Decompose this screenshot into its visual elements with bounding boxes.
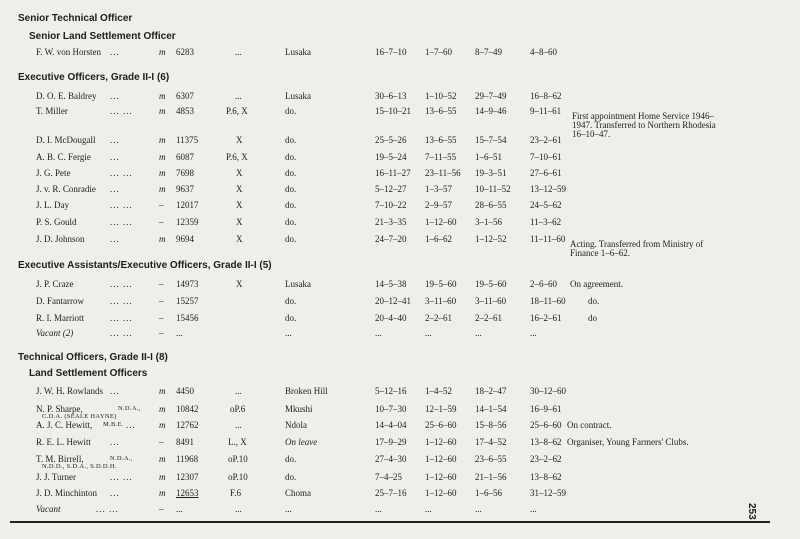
date-leave: 18–11–60 bbox=[530, 296, 566, 306]
qualification: oP.10 bbox=[228, 472, 248, 482]
officer-name: F. W. von Horsten bbox=[36, 47, 102, 57]
date-of-birth: 10–7–30 bbox=[375, 404, 407, 414]
date-appointment: 1–6–62 bbox=[425, 234, 452, 244]
date-of-birth: 24–7–20 bbox=[375, 234, 407, 244]
sex: m bbox=[159, 168, 166, 178]
section-heading: Executive Assistants/Executive Officers, Grade II-I (5) bbox=[18, 260, 272, 271]
remark-line: First appointment Home Service 1946– bbox=[572, 111, 714, 121]
officer-name: J. D. Minchinton bbox=[36, 488, 98, 498]
qualification: L., X bbox=[228, 437, 247, 447]
file-number: ... bbox=[176, 504, 183, 514]
date-appointment: 19–5–60 bbox=[425, 279, 457, 289]
sex: – bbox=[159, 217, 164, 227]
file-number: 9694 bbox=[176, 234, 194, 244]
officer-qualification: N.D.A., bbox=[110, 455, 133, 462]
file-number: 6283 bbox=[176, 47, 194, 57]
date-first-appointment: ... bbox=[475, 504, 482, 514]
station: Ndola bbox=[285, 420, 307, 430]
date-leave: 16–2–61 bbox=[530, 313, 562, 323]
qualification: X bbox=[236, 168, 243, 178]
officer-name: D. Fantarrow bbox=[36, 296, 84, 306]
leader-dots: ... bbox=[110, 91, 120, 101]
remark-line: Finance 1–6–62. bbox=[570, 248, 630, 258]
officer-name: Vacant bbox=[36, 504, 61, 514]
date-first-appointment: 23–6–55 bbox=[475, 454, 507, 464]
station: Mkushi bbox=[285, 404, 313, 414]
remarks: On agreement. bbox=[570, 279, 623, 289]
date-of-birth: 17–9–29 bbox=[375, 437, 407, 447]
leader-dots: ... ... bbox=[96, 504, 119, 514]
date-appointment: 23–11–56 bbox=[425, 168, 461, 178]
date-leave: ... bbox=[530, 328, 537, 338]
table-row bbox=[0, 200, 800, 214]
qualification: ... bbox=[235, 386, 242, 396]
date-first-appointment: 17–4–52 bbox=[475, 437, 507, 447]
date-appointment: 25–6–60 bbox=[425, 420, 457, 430]
officer-name: J. L. Day bbox=[36, 200, 69, 210]
qualification: X bbox=[236, 279, 243, 289]
bottom-rule bbox=[10, 521, 770, 523]
date-appointment: 1–7–60 bbox=[425, 47, 452, 57]
sex: m bbox=[159, 152, 166, 162]
leader-dots: ... ... bbox=[110, 472, 133, 482]
station: Lusaka bbox=[285, 91, 311, 101]
date-of-birth: 7–4–25 bbox=[375, 472, 402, 482]
date-leave: 25–6–60 bbox=[530, 420, 562, 430]
date-of-birth: 5–12–27 bbox=[375, 184, 407, 194]
date-appointment: 1–12–60 bbox=[425, 437, 457, 447]
qualification: X bbox=[236, 234, 243, 244]
qualification: oP.10 bbox=[228, 454, 248, 464]
date-leave: 7–10–61 bbox=[530, 152, 562, 162]
date-first-appointment: 1–6–56 bbox=[475, 488, 502, 498]
qualification: ... bbox=[235, 47, 242, 57]
table-row bbox=[0, 328, 800, 342]
file-number: 11375 bbox=[176, 135, 199, 145]
date-of-birth: 20–12–41 bbox=[375, 296, 411, 306]
file-number: 15456 bbox=[176, 313, 199, 323]
date-of-birth: 30–6–13 bbox=[375, 91, 407, 101]
remarks-block bbox=[570, 240, 703, 258]
date-leave: 13–12–59 bbox=[530, 184, 566, 194]
station: do. bbox=[285, 234, 297, 244]
subsection-heading: Senior Land Settlement Officer bbox=[29, 31, 176, 42]
date-appointment: 13–6–55 bbox=[425, 135, 457, 145]
qualification: X bbox=[236, 184, 243, 194]
date-leave: ... bbox=[530, 504, 537, 514]
date-leave: 13–8–62 bbox=[530, 437, 562, 447]
file-number: 14973 bbox=[176, 279, 199, 289]
date-appointment: 1–12–60 bbox=[425, 472, 457, 482]
station: do. bbox=[285, 217, 297, 227]
date-of-birth: ... bbox=[375, 504, 382, 514]
file-number: 12017 bbox=[176, 200, 199, 210]
officer-name: J. W. H. Rowlands bbox=[36, 386, 104, 396]
remarks: Organiser, Young Farmers' Clubs. bbox=[567, 437, 689, 447]
date-appointment: 1–12–60 bbox=[425, 488, 457, 498]
table-row bbox=[0, 168, 800, 182]
table-row bbox=[0, 437, 800, 451]
file-number: 12359 bbox=[176, 217, 199, 227]
leader-dots: ... ... bbox=[110, 296, 133, 306]
leader-dots: ... ... bbox=[110, 168, 133, 178]
station: On leave bbox=[285, 437, 318, 447]
date-first-appointment: 15–7–54 bbox=[475, 135, 507, 145]
table-row bbox=[0, 488, 800, 502]
date-of-birth: 27–4–30 bbox=[375, 454, 407, 464]
sex: m bbox=[159, 420, 166, 430]
officer-name: J. G. Pete bbox=[36, 168, 71, 178]
date-of-birth: 16–7–10 bbox=[375, 47, 407, 57]
sex: – bbox=[159, 296, 164, 306]
table-row bbox=[0, 296, 800, 310]
table-row bbox=[0, 184, 800, 198]
date-first-appointment: 29–7–49 bbox=[475, 91, 507, 101]
sex: – bbox=[159, 437, 164, 447]
station: do. bbox=[285, 313, 297, 323]
station: do. bbox=[285, 296, 297, 306]
date-leave: 11–3–62 bbox=[530, 217, 562, 227]
leader-dots: ... ... bbox=[110, 217, 133, 227]
date-appointment: 7–11–55 bbox=[425, 152, 457, 162]
officer-qualification: M.B.E. bbox=[103, 421, 124, 428]
date-appointment: 1–12–60 bbox=[425, 217, 457, 227]
remark-line: Acting. Transferred from Ministry of bbox=[570, 239, 704, 249]
date-first-appointment: 21–1–56 bbox=[475, 472, 507, 482]
officer-name: T. M. Birrell, bbox=[36, 454, 84, 464]
date-leave: 23–2–61 bbox=[530, 135, 562, 145]
date-first-appointment: 15–8–56 bbox=[475, 420, 507, 430]
station: ... bbox=[285, 328, 292, 338]
leader-dots: ... bbox=[110, 386, 120, 396]
date-appointment: 1–4–52 bbox=[425, 386, 452, 396]
officer-name: Vacant (2) bbox=[36, 328, 74, 338]
station: do. bbox=[285, 152, 297, 162]
station: Broken Hill bbox=[285, 386, 328, 396]
sex: m bbox=[159, 454, 166, 464]
station: do. bbox=[285, 135, 297, 145]
leader-dots: ... bbox=[110, 135, 120, 145]
sex: m bbox=[159, 386, 166, 396]
date-of-birth: 19–5–24 bbox=[375, 152, 407, 162]
station: ... bbox=[285, 504, 292, 514]
date-first-appointment: 1–6–51 bbox=[475, 152, 502, 162]
officer-name: D. I. McDougall bbox=[36, 135, 96, 145]
station: do. bbox=[285, 184, 297, 194]
officer-qualification: N.D.D., S.D.A., S.D.D.H. bbox=[42, 463, 117, 470]
date-first-appointment: 8–7–49 bbox=[475, 47, 502, 57]
file-number: 7698 bbox=[176, 168, 194, 178]
table-row bbox=[0, 217, 800, 231]
date-of-birth: 25–5–26 bbox=[375, 135, 407, 145]
file-number: 8491 bbox=[176, 437, 194, 447]
file-number: 12762 bbox=[176, 420, 199, 430]
officer-name: R. E. L. Hewitt bbox=[36, 437, 91, 447]
remark-line: 1947. Transferred to Northern Rhodesia bbox=[572, 120, 716, 130]
file-number: 4853 bbox=[176, 106, 194, 116]
date-appointment: 2–2–61 bbox=[425, 313, 452, 323]
sex: m bbox=[159, 135, 166, 145]
station: do. bbox=[285, 200, 297, 210]
date-leave: 11–11–60 bbox=[530, 234, 566, 244]
table-row bbox=[0, 420, 800, 434]
sex: m bbox=[159, 404, 166, 414]
date-first-appointment: 1–12–52 bbox=[475, 234, 507, 244]
table-row bbox=[0, 504, 800, 518]
officer-name: J. J. Turner bbox=[36, 472, 77, 482]
file-number: 6087 bbox=[176, 152, 194, 162]
remarks: do bbox=[588, 313, 597, 323]
remark-line: 16–10–47. bbox=[572, 129, 611, 139]
date-leave: 2–6–60 bbox=[530, 279, 557, 289]
sex: m bbox=[159, 106, 166, 116]
remarks: On contract. bbox=[567, 420, 612, 430]
date-leave: 27–6–61 bbox=[530, 168, 562, 178]
file-number: 12653 bbox=[176, 488, 199, 498]
qualification: X bbox=[236, 217, 243, 227]
leader-dots: ... bbox=[126, 420, 136, 430]
date-first-appointment: 2–2–61 bbox=[475, 313, 502, 323]
leader-dots: ... ... bbox=[110, 279, 133, 289]
date-appointment: 3–11–60 bbox=[425, 296, 457, 306]
remarks: do. bbox=[588, 296, 600, 306]
qualification: oP.6 bbox=[230, 404, 246, 414]
date-leave: 24–5–62 bbox=[530, 200, 562, 210]
station: Lusaka bbox=[285, 47, 311, 57]
date-appointment: 1–12–60 bbox=[425, 454, 457, 464]
date-appointment: 1–10–52 bbox=[425, 91, 457, 101]
date-of-birth: 14–5–38 bbox=[375, 279, 407, 289]
qualification: F.6 bbox=[230, 488, 242, 498]
table-row bbox=[0, 135, 800, 149]
date-leave: 16–9–61 bbox=[530, 404, 562, 414]
date-appointment: 2–9–57 bbox=[425, 200, 452, 210]
sex: – bbox=[159, 279, 164, 289]
table-row-sub bbox=[0, 463, 800, 471]
date-leave: 4–8–60 bbox=[530, 47, 557, 57]
date-first-appointment: 28–6–55 bbox=[475, 200, 507, 210]
leader-dots: ... ... bbox=[110, 200, 133, 210]
station: do. bbox=[285, 472, 297, 482]
sex: – bbox=[159, 313, 164, 323]
table-row bbox=[0, 313, 800, 327]
section-heading: Technical Officers, Grade II-I (8) bbox=[18, 352, 168, 363]
officer-name: N. P. Sharpe, bbox=[36, 404, 83, 414]
date-first-appointment: 3–11–60 bbox=[475, 296, 507, 306]
qualification: P.6, X bbox=[226, 106, 248, 116]
qualification: X bbox=[236, 200, 243, 210]
date-leave: 23–2–62 bbox=[530, 454, 562, 464]
date-of-birth: 15–10–21 bbox=[375, 106, 411, 116]
officer-qualification: N.D.A., bbox=[118, 405, 141, 412]
leader-dots: ... bbox=[110, 488, 120, 498]
date-first-appointment: 19–3–51 bbox=[475, 168, 507, 178]
date-of-birth: 20–4–40 bbox=[375, 313, 407, 323]
file-number: 15257 bbox=[176, 296, 199, 306]
date-appointment: ... bbox=[425, 328, 432, 338]
file-number: 11968 bbox=[176, 454, 199, 464]
date-of-birth: ... bbox=[375, 328, 382, 338]
date-appointment: 12–1–59 bbox=[425, 404, 457, 414]
qualification: X bbox=[236, 135, 243, 145]
leader-dots: ... ... bbox=[110, 328, 133, 338]
leader-dots: ... bbox=[110, 184, 120, 194]
table-row bbox=[0, 386, 800, 400]
date-of-birth: 5–12–16 bbox=[375, 386, 407, 396]
file-number: 6307 bbox=[176, 91, 194, 101]
date-appointment: 13–6–55 bbox=[425, 106, 457, 116]
sex: – bbox=[159, 328, 164, 338]
section-heading: Executive Officers, Grade II-I (6) bbox=[18, 72, 170, 83]
qualification: ... bbox=[235, 504, 242, 514]
table-row bbox=[0, 47, 800, 61]
leader-dots: ... bbox=[110, 437, 120, 447]
officer-name: A. B. C. Fergie bbox=[36, 152, 91, 162]
date-first-appointment: 10–11–52 bbox=[475, 184, 511, 194]
file-number: 4450 bbox=[176, 386, 194, 396]
station: Lusaka bbox=[285, 279, 311, 289]
station: do. bbox=[285, 454, 297, 464]
qualification: P.6, X bbox=[226, 152, 248, 162]
date-of-birth: 21–3–35 bbox=[375, 217, 407, 227]
station: do. bbox=[285, 168, 297, 178]
leader-dots: ... ... bbox=[110, 106, 133, 116]
subsection-heading: Land Settlement Officers bbox=[29, 368, 148, 379]
page-number: 253 bbox=[746, 503, 757, 520]
station: do. bbox=[285, 106, 297, 116]
file-number: 10842 bbox=[176, 404, 199, 414]
date-first-appointment: 19–5–60 bbox=[475, 279, 507, 289]
date-first-appointment: 14–1–54 bbox=[475, 404, 507, 414]
date-leave: 9–11–61 bbox=[530, 106, 562, 116]
date-of-birth: 14–4–04 bbox=[375, 420, 407, 430]
officer-qualification: C.D.A. (SEALE HAYNE) bbox=[42, 413, 117, 420]
officer-name: D. O. E. Baldrey bbox=[36, 91, 97, 101]
sex: m bbox=[159, 91, 166, 101]
table-row bbox=[0, 279, 800, 293]
qualification: ... bbox=[235, 91, 242, 101]
file-number: 12307 bbox=[176, 472, 199, 482]
officer-name: J. D. Johnson bbox=[36, 234, 85, 244]
sex: m bbox=[159, 184, 166, 194]
sex: m bbox=[159, 488, 166, 498]
officer-name: P. S. Gould bbox=[36, 217, 77, 227]
officer-name: A. J. C. Hewitt, bbox=[36, 420, 93, 430]
leader-dots: ... bbox=[110, 234, 120, 244]
sex: – bbox=[159, 504, 164, 514]
sex: m bbox=[159, 234, 166, 244]
date-first-appointment: ... bbox=[475, 328, 482, 338]
officer-name: J. P. Craze bbox=[36, 279, 74, 289]
date-first-appointment: 18–2–47 bbox=[475, 386, 507, 396]
officer-name: T. Miller bbox=[36, 106, 68, 116]
section-heading: Senior Technical Officer bbox=[18, 13, 133, 24]
station: Choma bbox=[285, 488, 311, 498]
leader-dots: ... bbox=[110, 47, 120, 57]
table-row bbox=[0, 152, 800, 166]
qualification: ... bbox=[235, 420, 242, 430]
date-of-birth: 7–10–22 bbox=[375, 200, 407, 210]
date-first-appointment: 14–9–46 bbox=[475, 106, 507, 116]
date-leave: 16–8–62 bbox=[530, 91, 562, 101]
officer-name: J. v. R. Conradie bbox=[36, 184, 96, 194]
date-of-birth: 16–11–27 bbox=[375, 168, 411, 178]
leader-dots: ... bbox=[110, 152, 120, 162]
sex: – bbox=[159, 200, 164, 210]
sex: m bbox=[159, 472, 166, 482]
file-number: ... bbox=[176, 328, 183, 338]
file-number: 9637 bbox=[176, 184, 194, 194]
date-appointment: ... bbox=[425, 504, 432, 514]
date-first-appointment: 3–1–56 bbox=[475, 217, 502, 227]
date-leave: 13–8–62 bbox=[530, 472, 562, 482]
date-leave: 30–12–60 bbox=[530, 386, 566, 396]
sex: m bbox=[159, 47, 166, 57]
date-appointment: 1–3–57 bbox=[425, 184, 452, 194]
table-row bbox=[0, 91, 800, 105]
date-leave: 31–12–59 bbox=[530, 488, 566, 498]
date-of-birth: 25–7–16 bbox=[375, 488, 407, 498]
leader-dots: ... ... bbox=[110, 313, 133, 323]
officer-name: R. I. Marriott bbox=[36, 313, 84, 323]
table-row bbox=[0, 472, 800, 486]
